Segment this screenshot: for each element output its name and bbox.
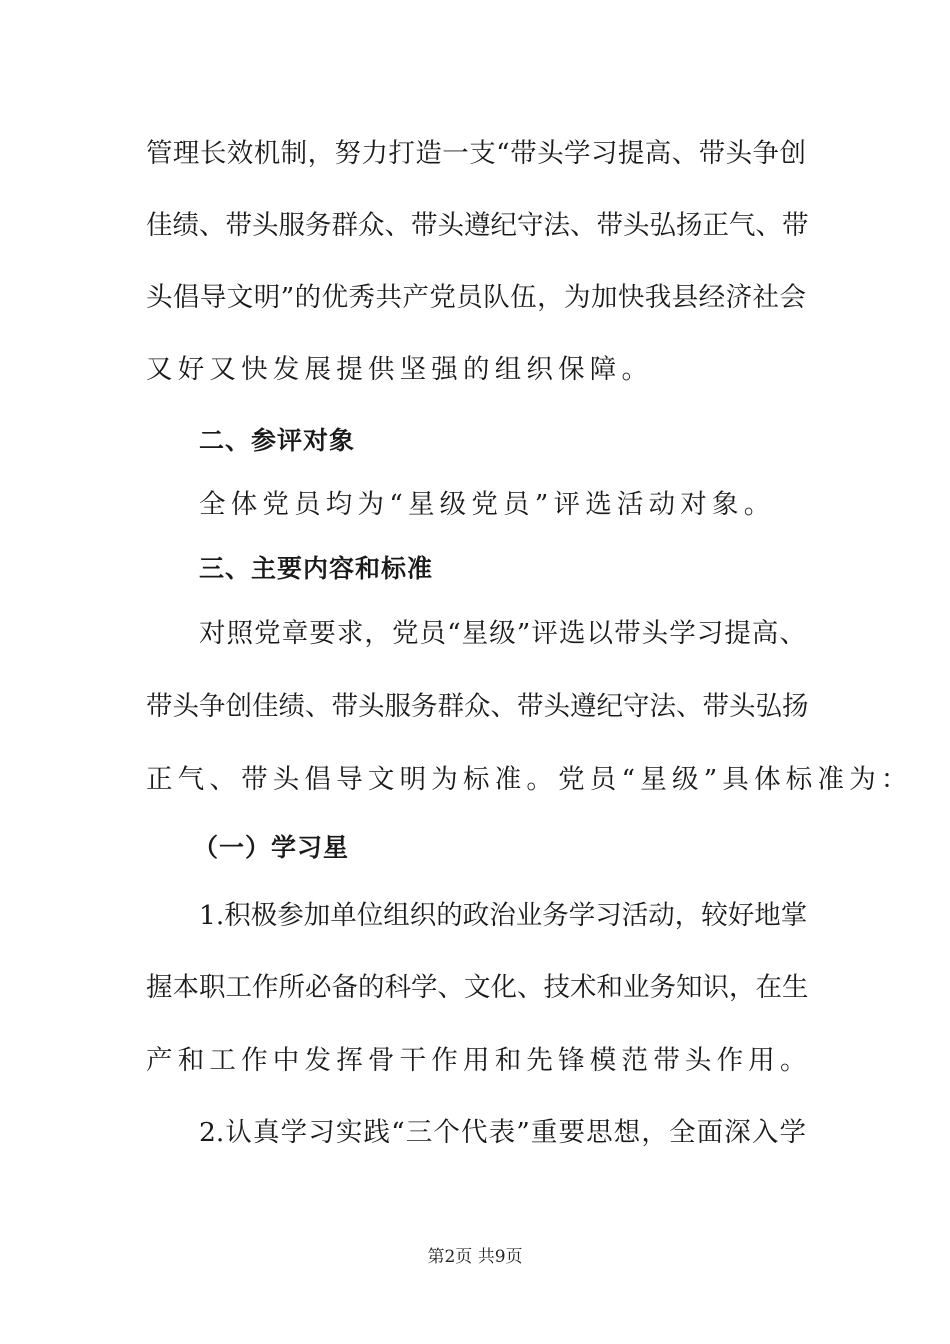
body-text-line: 2.认真学习实践“三个代表”重要思想，全面深入学 — [199, 1117, 806, 1148]
section-heading: 三、主要内容和标准 — [199, 554, 434, 583]
body-text-line: 1.积极参加单位组织的政治业务学习活动，较好地掌 — [199, 900, 808, 931]
page-number: 第2页 共9页 — [427, 1247, 523, 1267]
body-text-line: 全体党员均为“星级党员”评选活动对象。 — [199, 489, 776, 520]
body-text-line: 佳绩、带头服务群众、带头遵纪守法、带头弘扬正气、带 — [146, 210, 809, 241]
section-heading: 二、参评对象 — [199, 426, 356, 455]
body-text-line: 带头争创佳绩、带头服务群众、带头遵纪守法、带头弘扬 — [146, 691, 809, 722]
body-text-line: 产和工作中发挥骨干作用和先锋模范带头作用。 — [146, 1045, 812, 1076]
body-text-line: 头倡导文明”的优秀共产党员队伍，为加快我县经济社会 — [146, 282, 806, 313]
body-text-line: 管理长效机制，努力打造一支“带头学习提高、带头争创 — [146, 138, 806, 169]
subsection-heading: （一）学习星 — [193, 833, 350, 862]
body-text-line: 对照党章要求，党员“星级”评选以带头学习提高、 — [199, 618, 806, 649]
body-text-line: 握本职工作所必备的科学、文化、技术和业务知识，在生 — [146, 972, 809, 1003]
body-text-line: 又好又快发展提供坚强的组织保障。 — [146, 354, 654, 385]
body-text-line: 正气、带头倡导文明为标准。党员“星级”具体标准为： — [146, 764, 913, 795]
